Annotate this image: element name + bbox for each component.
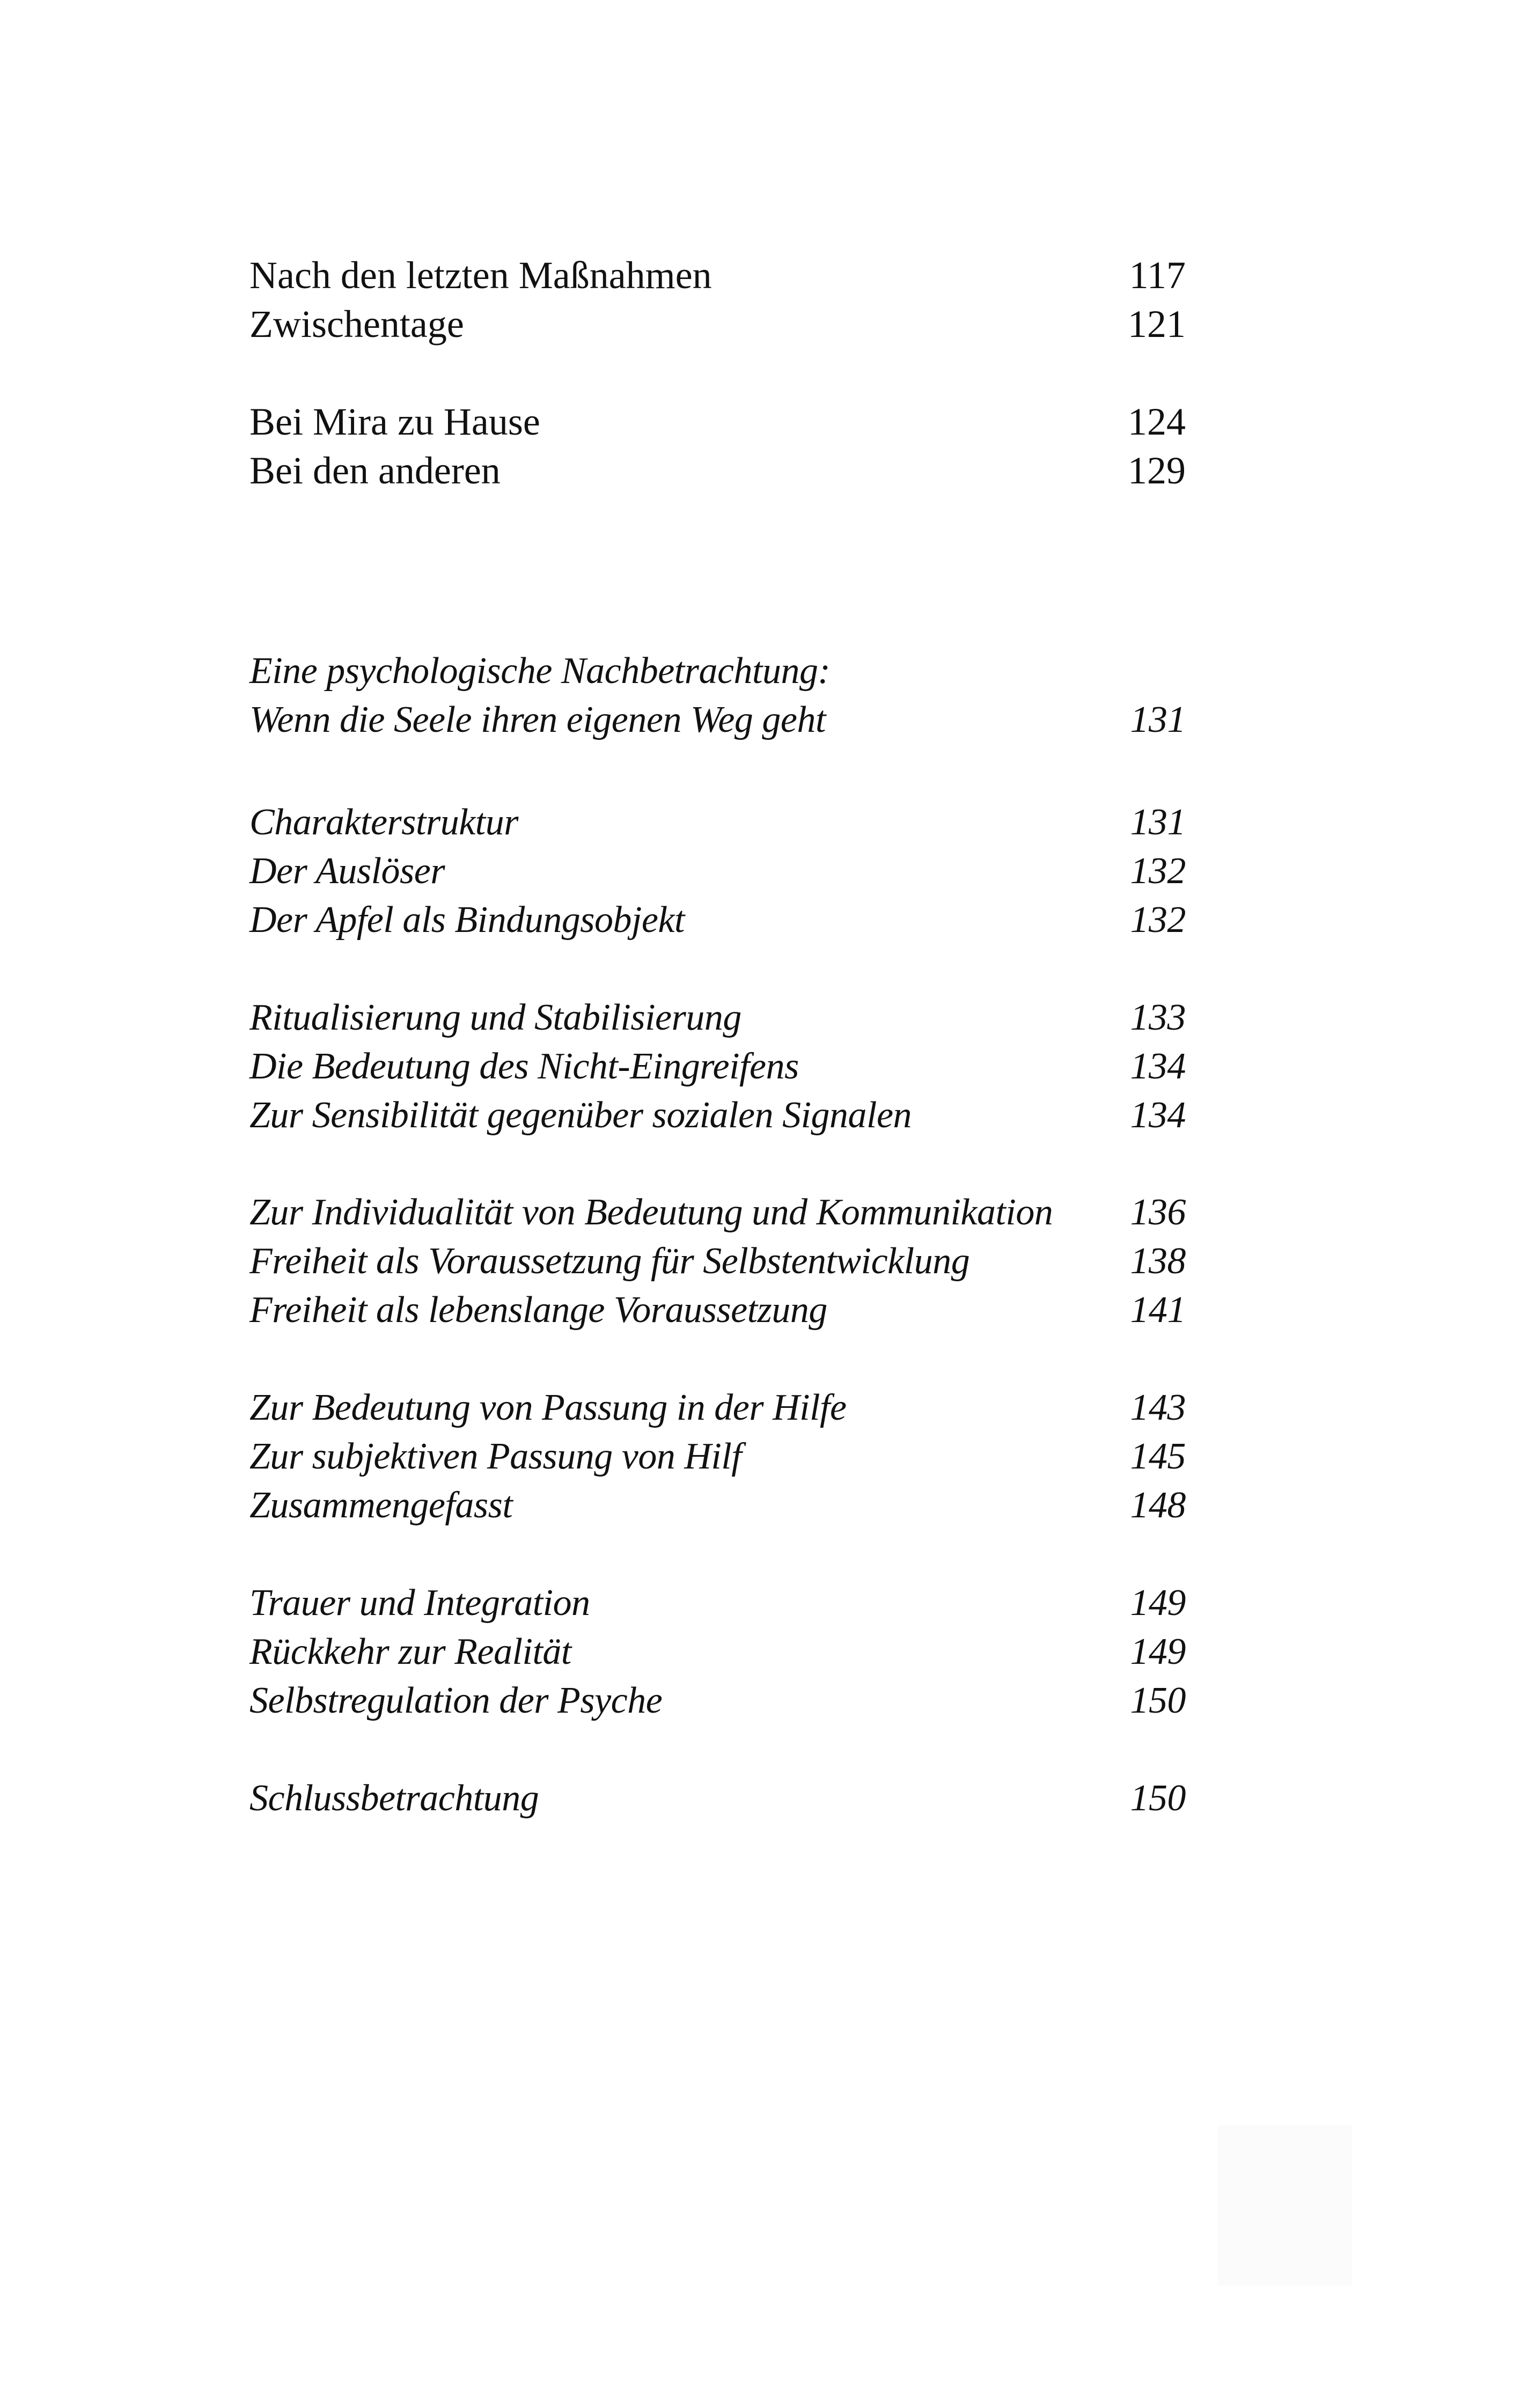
toc-group <box>249 798 1186 944</box>
toc-entry-title: Bei den anderen <box>249 449 501 492</box>
toc-entry <box>249 398 1186 446</box>
toc-entry <box>249 798 1186 847</box>
toc-entry-title: Die Bedeutung des Nicht-Eingreifens <box>249 1046 799 1087</box>
toc-entry-page: 132 <box>1130 899 1186 941</box>
toc-entry-page: 141 <box>1130 1289 1186 1331</box>
toc-entry-title: Selbstregulation der Psyche <box>249 1680 663 1721</box>
toc-entry-title: Nach den letzten Maßnahmen <box>249 254 712 297</box>
toc-group <box>249 1579 1186 1725</box>
toc-group <box>249 647 1186 744</box>
toc-entry-title: Trauer und Integration <box>249 1582 590 1624</box>
toc-entry-page: 138 <box>1130 1240 1186 1282</box>
toc-entry-page: 132 <box>1130 850 1186 892</box>
toc-entry-page: 131 <box>1130 802 1186 843</box>
toc-entry <box>249 1237 1186 1286</box>
toc-group <box>249 1188 1186 1334</box>
toc-entry <box>249 1091 1186 1140</box>
toc-entry <box>249 1042 1186 1091</box>
toc-entry-title: Ritualisierung und Stabilisierung <box>249 997 741 1038</box>
toc-entry <box>249 1286 1186 1334</box>
toc-entry-page: 131 <box>1130 699 1186 740</box>
toc-entry-page: 134 <box>1130 1046 1186 1087</box>
toc-entry <box>249 647 1186 695</box>
toc-entry <box>249 1676 1186 1725</box>
toc-entry-page: 149 <box>1130 1631 1186 1672</box>
toc-entry-page: 134 <box>1130 1095 1186 1136</box>
toc-entry-page: 145 <box>1130 1436 1186 1477</box>
toc-entry-title: Zur Individualität von Bedeutung und Kommunikation <box>249 1192 1053 1233</box>
toc-entry-title: Rückkehr zur Realität <box>249 1631 571 1672</box>
toc-entry <box>249 1774 1186 1823</box>
toc-entry-page: 121 <box>1128 303 1186 346</box>
scan-artifact <box>1218 2125 1352 2286</box>
toc-entry-page: 124 <box>1128 400 1186 443</box>
toc-entry-title: Eine psychologische Nachbetrachtung: <box>249 650 831 692</box>
toc-entry <box>249 695 1186 744</box>
toc-entry-page: 149 <box>1130 1582 1186 1624</box>
toc-entry <box>249 895 1186 944</box>
toc-entry-title: Zusammengefasst <box>249 1485 513 1526</box>
toc-entry-title: Zur Sensibilität gegenüber sozialen Signalen <box>249 1095 912 1136</box>
toc-entry-page: 133 <box>1130 997 1186 1038</box>
toc-entry-title: Zur subjektiven Passung von Hilf <box>249 1436 742 1477</box>
toc-entry-title: Der Auslöser <box>249 850 445 892</box>
toc-entry <box>249 251 1186 300</box>
toc-entry-title: Bei Mira zu Hause <box>249 400 540 443</box>
toc-entry <box>249 847 1186 895</box>
toc-entry-page: 136 <box>1130 1192 1186 1233</box>
toc-entry-title: Zwischentage <box>249 303 464 346</box>
toc-group <box>249 1774 1186 1823</box>
toc-entry-page: 148 <box>1130 1485 1186 1526</box>
toc-entry <box>249 1579 1186 1627</box>
toc-entry <box>249 1627 1186 1676</box>
toc-entry <box>249 300 1186 349</box>
toc-entry-title: Schlussbetrachtung <box>249 1778 539 1819</box>
toc-entry <box>249 1432 1186 1481</box>
toc-entry-title: Freiheit als Voraussetzung für Selbstentwicklung <box>249 1240 970 1282</box>
toc-group <box>249 398 1186 495</box>
toc-group <box>249 251 1186 349</box>
toc-entry-page: 150 <box>1130 1778 1186 1819</box>
toc-entry <box>249 993 1186 1042</box>
toc-entry <box>249 1188 1186 1237</box>
toc-entry <box>249 1383 1186 1432</box>
toc-entry-page: 150 <box>1130 1680 1186 1721</box>
toc-entry-title: Freiheit als lebenslange Voraussetzung <box>249 1289 827 1331</box>
toc-entry-page: 117 <box>1129 254 1186 297</box>
toc-group <box>249 993 1186 1140</box>
toc-entry-page: 129 <box>1128 449 1186 492</box>
toc-entry-title: Charakterstruktur <box>249 802 518 843</box>
toc-entry-page: 143 <box>1130 1387 1186 1428</box>
toc-entry-title: Zur Bedeutung von Passung in der Hilfe <box>249 1387 847 1428</box>
toc-group <box>249 1383 1186 1530</box>
toc-entry <box>249 446 1186 495</box>
toc-entry-title: Der Apfel als Bindungsobjekt <box>249 899 685 941</box>
toc-entry <box>249 1481 1186 1530</box>
toc-entry-title: Wenn die Seele ihren eigenen Weg geht <box>249 699 826 740</box>
